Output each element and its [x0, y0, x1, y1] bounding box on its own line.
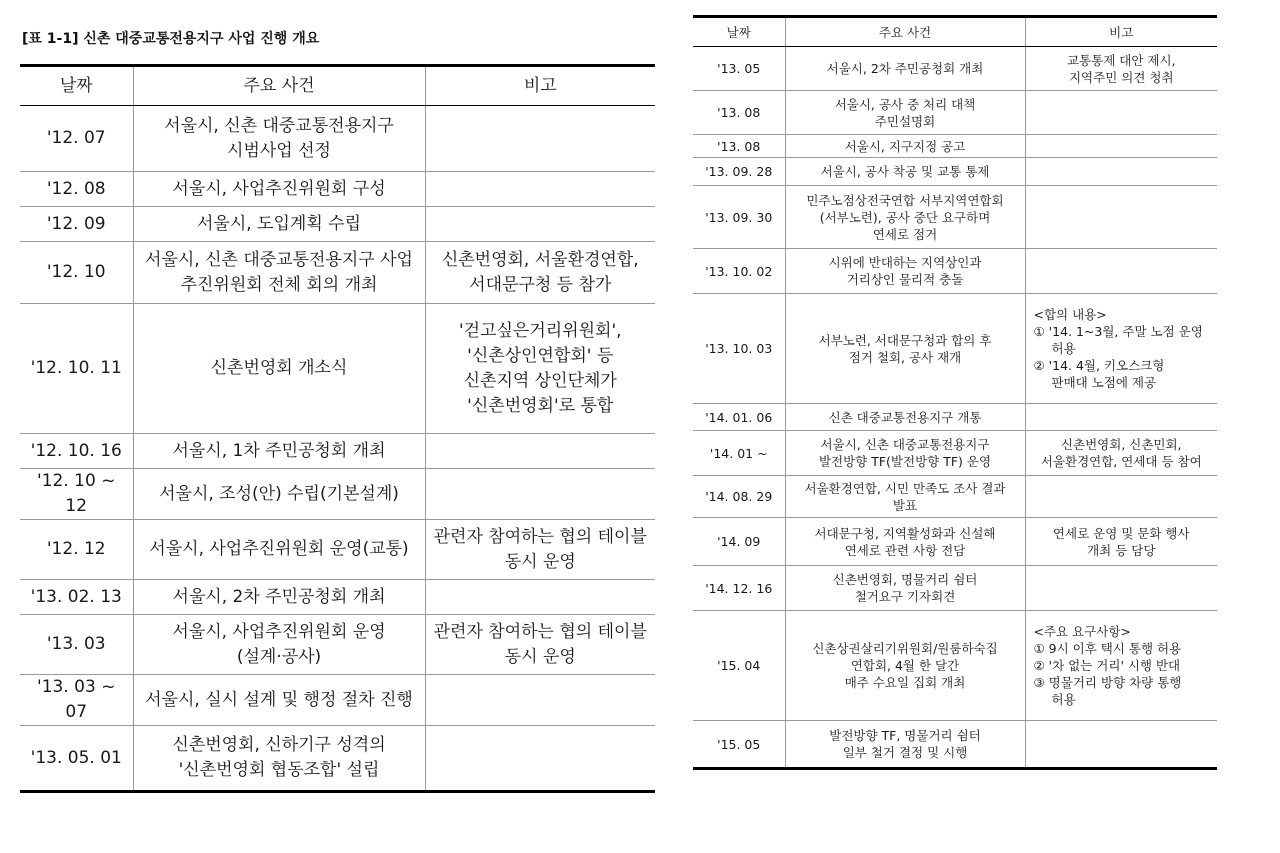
table-caption: [표 1-1] 신촌 대중교통전용지구 사업 진행 개요 [22, 31, 320, 47]
cell-date [693, 91, 785, 135]
table-row [693, 186, 1217, 249]
cell-note [425, 434, 655, 469]
date-text: '14. 12. 16 [705, 580, 773, 596]
cell-date [693, 135, 785, 158]
cell-date [20, 675, 133, 726]
event-line: 서울시, 1차 주민공청회 개최 [172, 440, 386, 461]
note-line: ② '14. 4월, 키오스크형 [1033, 358, 1165, 373]
cell-note [1025, 518, 1217, 566]
cell-event [785, 294, 1025, 404]
date-text: '13. 09. 28 [705, 164, 773, 179]
table-row [20, 520, 655, 580]
note-line: ① 9시 이후 택시 통행 허용 [1033, 641, 1182, 656]
table-row [693, 135, 1217, 158]
event-line: 연합회, 4월 한 달간 [850, 658, 960, 673]
table-row [693, 404, 1217, 431]
cell-note [1025, 431, 1217, 476]
date-text: '13. 05 [717, 61, 761, 76]
cell-note [425, 726, 655, 792]
note-line: 교통통제 대안 제시, [1066, 52, 1176, 68]
cell-date [693, 47, 785, 91]
event-line: 서울시, 조성(안) 수립(기본설계) [159, 483, 399, 504]
event-line: 시위에 반대하는 지역상인과 [828, 255, 982, 270]
event-line: 추진위원회 전체 회의 개최 [180, 274, 378, 295]
event-line: 철거요구 기자회견 [854, 589, 956, 604]
date-text: '12. 10. 11 [30, 358, 122, 378]
cell-date [20, 726, 133, 792]
cell-event [133, 520, 425, 580]
note-line: 허용 [1051, 692, 1076, 707]
date-text: '12. 09 [46, 213, 106, 234]
date-text: '12. 10. 16 [30, 440, 122, 461]
event-line: (설계·공사) [236, 646, 322, 667]
date-text: '13. 03 ~ 07 [37, 677, 116, 722]
event-line: 서울시, 공사 착공 및 교통 통제 [820, 164, 990, 179]
cell-event [133, 726, 425, 792]
cell-note [1025, 404, 1217, 431]
event-line: 발표 [892, 497, 918, 513]
table-row [693, 611, 1217, 721]
timeline-table-right [693, 15, 1217, 770]
cell-event [785, 721, 1025, 769]
cell-date [693, 431, 785, 476]
date-text: '13. 08 [717, 105, 761, 120]
cell-event [785, 611, 1025, 721]
event-line: 서울시, 2차 주민공청회 개최 [826, 61, 984, 76]
note-line: 신촌번영회, 신촌민회, [1060, 437, 1182, 452]
cell-event [785, 47, 1025, 91]
note-line: '신촌상인연합회' 등 [467, 345, 614, 366]
cell-event [133, 615, 425, 675]
cell-event [133, 106, 425, 172]
table-row [693, 158, 1217, 186]
cell-note [1025, 476, 1217, 518]
event-line: (서부노련), 공사 중단 요구하며 [819, 209, 991, 225]
date-text: '15. 04 [717, 658, 761, 673]
cell-date [20, 580, 133, 615]
cell-date [20, 434, 133, 469]
cell-event [785, 476, 1025, 518]
date-text: '13. 09. 30 [705, 209, 773, 225]
table-row [693, 294, 1217, 404]
table-row [693, 249, 1217, 294]
event-line: 신촌번영회, 신하기구 성격의 [172, 735, 386, 755]
event-line: 서울시, 신촌 대중교통전용지구 [164, 115, 394, 136]
date-text: '13. 08 [717, 138, 761, 154]
cell-note [1025, 294, 1217, 404]
note-line: 동시 운영 [504, 646, 576, 667]
table-row [20, 469, 655, 520]
cell-event [133, 172, 425, 207]
cell-note [425, 469, 655, 520]
note-line: 서대문구청 등 참가 [469, 274, 612, 295]
note-line: ② '차 없는 거리' 시행 반대 [1033, 658, 1181, 673]
cell-note [425, 106, 655, 172]
table-row [20, 580, 655, 615]
cell-date [20, 207, 133, 242]
event-line: 서울시, 도입계획 수립 [196, 213, 361, 234]
event-line: 서울시, 지구지정 공고 [844, 138, 966, 154]
note-line: <합의 내용> [1033, 307, 1107, 322]
cell-date [693, 566, 785, 611]
table-row [20, 172, 655, 207]
cell-event [133, 469, 425, 520]
cell-date [20, 469, 133, 520]
event-line: 신촌번영회 개소식 [210, 358, 348, 378]
event-line: 서대문구청, 지역활성화과 신설해 [814, 525, 996, 541]
table-header-row [20, 66, 655, 106]
cell-note [1025, 158, 1217, 186]
note-line: 관련자 참여하는 협의 테이블 [433, 621, 647, 642]
event-line: 서울시, 사업추진위원회 구성 [172, 178, 386, 199]
note-line: 신촌지역 상인단체가 [463, 370, 617, 391]
date-text: '13. 05. 01 [30, 747, 122, 768]
event-line: 발전방향 TF(발전방향 TF) 운영 [818, 454, 992, 469]
cell-note [425, 304, 655, 434]
cell-note [1025, 249, 1217, 294]
cell-event [785, 249, 1025, 294]
cell-event [133, 304, 425, 434]
note-line: '걷고싶은거리위원회', [458, 320, 622, 341]
table-row [693, 476, 1217, 518]
cell-date [693, 294, 785, 404]
event-line: 일부 철거 결정 및 시행 [842, 745, 968, 760]
note-line: 지역주민 의견 청취 [1068, 69, 1174, 85]
cell-event [133, 242, 425, 304]
cell-date [693, 721, 785, 769]
note-line: <주요 요구사항> [1033, 624, 1131, 639]
event-line: 신촌상권살리기위원회/원룸하숙집 [812, 641, 998, 656]
note-line: 동시 운영 [504, 551, 576, 572]
table-header-row [693, 17, 1217, 47]
event-line: 주민설명회 [874, 113, 936, 129]
cell-event [133, 580, 425, 615]
event-line: 서울시, 실시 설계 및 행정 절차 진행 [145, 689, 413, 710]
event-line: 서울시, 공사 중 처리 대책 [834, 96, 976, 112]
table-row [20, 434, 655, 469]
table-row [693, 91, 1217, 135]
event-line: 연세로 관련 사항 전담 [844, 542, 966, 558]
event-line: '신촌번영회 협동조합' 설립 [178, 760, 380, 780]
cell-date [693, 158, 785, 186]
table-row [20, 726, 655, 792]
note-line: 관련자 참여하는 협의 테이블 [433, 526, 647, 547]
cell-date [693, 518, 785, 566]
cell-event [133, 675, 425, 726]
timeline-table-left [20, 64, 655, 793]
cell-event [133, 434, 425, 469]
event-line: 서울시, 사업추진위원회 운영 [172, 621, 386, 642]
note-line: 판매대 노점에 제공 [1051, 375, 1157, 390]
date-text: '13. 02. 13 [30, 586, 122, 607]
cell-date [693, 611, 785, 721]
table-row [20, 242, 655, 304]
date-text: '15. 05 [717, 736, 761, 752]
cell-date [20, 106, 133, 172]
cell-note [425, 580, 655, 615]
header-note: 비고 [425, 66, 655, 106]
event-line: 발전방향 TF, 명물거리 쉼터 [829, 728, 981, 743]
cell-date [20, 172, 133, 207]
cell-note [425, 615, 655, 675]
cell-event [785, 566, 1025, 611]
date-text: '13. 10. 02 [705, 263, 773, 279]
note-line: 서울환경연합, 연세대 등 참여 [1040, 454, 1202, 469]
table-row [20, 304, 655, 434]
header-date: 날짜 [20, 66, 133, 106]
cell-date [693, 186, 785, 249]
cell-event [785, 431, 1025, 476]
cell-note [425, 242, 655, 304]
cell-note [1025, 611, 1217, 721]
cell-note [1025, 47, 1217, 91]
note-line: 신촌번영회, 서울환경연합, [441, 249, 639, 270]
table-row [693, 518, 1217, 566]
cell-date [693, 476, 785, 518]
event-line: 서부노련, 서대문구청과 합의 후 [818, 332, 992, 348]
event-line: 연세로 점거 [872, 226, 938, 242]
event-line: 시범사업 선정 [227, 140, 331, 161]
header-event: 주요 사건 [133, 66, 425, 106]
event-line: 민주노점상전국연합 서부지역연합회 [806, 192, 1004, 208]
event-line: 서울시, 신촌 대중교통전용지구 [820, 437, 990, 452]
table-row [20, 106, 655, 172]
cell-event [785, 186, 1025, 249]
cell-note [1025, 566, 1217, 611]
cell-date [693, 404, 785, 431]
date-text: '13. 03 [46, 634, 106, 654]
cell-date [20, 242, 133, 304]
cell-note [425, 520, 655, 580]
cell-date [20, 615, 133, 675]
cell-event [785, 91, 1025, 135]
note-line: 허용 [1051, 341, 1076, 356]
table-row [693, 721, 1217, 769]
cell-note [1025, 91, 1217, 135]
date-text: '12. 10 ~ 12 [37, 471, 116, 516]
cell-note [425, 172, 655, 207]
cell-date [693, 249, 785, 294]
table-row [20, 615, 655, 675]
date-text: '13. 10. 03 [705, 341, 773, 356]
table-row [20, 675, 655, 726]
table-row [693, 566, 1217, 611]
note-line: ③ 명물거리 방향 차량 통행 [1033, 675, 1182, 690]
date-text: '14. 01 ~ [709, 445, 768, 461]
note-line: 연세로 운영 및 문화 행사 [1052, 525, 1190, 541]
date-text: '14. 09 [717, 534, 761, 549]
note-line: '신촌번영회'로 통합 [467, 395, 614, 416]
note-line: 개최 등 담당 [1087, 542, 1156, 558]
note-line: ① '14. 1~3월, 주말 노점 운영 [1033, 324, 1203, 339]
event-line: 매주 수요일 집회 개최 [844, 675, 966, 690]
cell-note [425, 675, 655, 726]
date-text: '12. 12 [46, 539, 106, 559]
table-row [20, 207, 655, 242]
cell-note [1025, 135, 1217, 158]
date-text: '14. 01. 06 [705, 409, 773, 425]
cell-event [785, 518, 1025, 566]
event-line: 신촌 대중교통전용지구 개통 [828, 409, 982, 425]
event-line: 점거 철회, 공사 재개 [848, 349, 962, 365]
event-line: 서울환경연합, 시민 만족도 조사 결과 [804, 480, 1006, 496]
cell-note [1025, 186, 1217, 249]
cell-event [133, 207, 425, 242]
header-date: 날짜 [693, 17, 785, 47]
cell-note [1025, 721, 1217, 769]
cell-date [20, 520, 133, 580]
date-text: '12. 08 [46, 178, 106, 199]
event-line: 거리상인 물리적 충돌 [846, 272, 964, 287]
event-line: 서울시, 신촌 대중교통전용지구 사업 [145, 249, 413, 270]
event-line: 서울시, 사업추진위원회 운영(교통) [149, 539, 409, 559]
event-line: 신촌번영회, 명물거리 쉼터 [832, 572, 978, 587]
cell-date [20, 304, 133, 434]
header-note: 비고 [1025, 17, 1217, 47]
cell-event [785, 135, 1025, 158]
event-line: 서울시, 2차 주민공청회 개최 [172, 586, 386, 607]
cell-event [785, 404, 1025, 431]
table-row [693, 47, 1217, 91]
cell-note [425, 207, 655, 242]
date-text: '14. 08. 29 [705, 489, 773, 504]
table-row [693, 431, 1217, 476]
date-text: '12. 10 [46, 262, 106, 282]
header-event: 주요 사건 [785, 17, 1025, 47]
date-text: '12. 07 [46, 128, 106, 148]
cell-event [785, 158, 1025, 186]
